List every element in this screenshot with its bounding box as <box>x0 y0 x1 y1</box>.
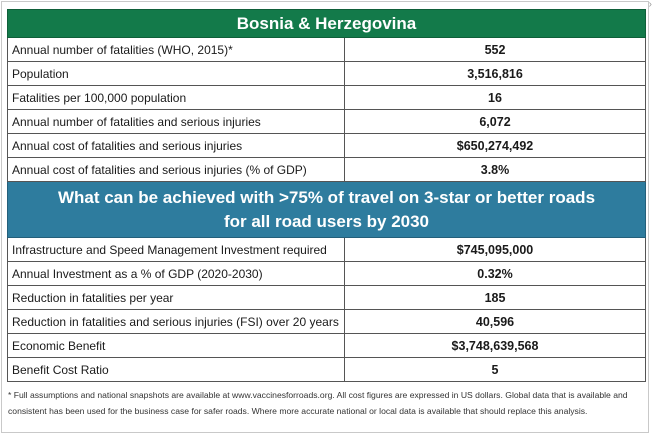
row-label: Infrastructure and Speed Management Investment required <box>8 238 345 262</box>
row-label: Benefit Cost Ratio <box>8 358 345 382</box>
row-label: Annual Investment as a % of GDP (2020-2030) <box>8 262 345 286</box>
row-value: 552 <box>345 38 646 62</box>
row-label: Economic Benefit <box>8 334 345 358</box>
row-value: 0.32% <box>345 262 646 286</box>
corner-chevron-icon: › <box>648 0 652 10</box>
row-value: 3,516,816 <box>345 62 646 86</box>
table-row <box>8 262 646 286</box>
table-row <box>8 158 646 182</box>
table-row <box>8 62 646 86</box>
table-row <box>8 38 646 62</box>
row-value: 185 <box>345 286 646 310</box>
row-value: 6,072 <box>345 110 646 134</box>
table-row <box>8 134 646 158</box>
section-heading-line-2: for all road users by 2030 <box>223 211 430 231</box>
row-label: Fatalities per 100,000 population <box>8 86 345 110</box>
row-value: 5 <box>345 358 646 382</box>
row-label: Annual cost of fatalities and serious injuries (% of GDP) <box>8 158 345 182</box>
row-label: Population <box>8 62 345 86</box>
row-label: Annual number of fatalities and serious injuries <box>8 110 345 134</box>
table-title: Bosnia & Herzegovina <box>8 10 646 38</box>
section-heading-line-1: What can be achieved with >75% of travel on 3-star or better roads <box>57 187 596 207</box>
row-value: $745,095,000 <box>345 238 646 262</box>
row-value: $3,748,639,568 <box>345 334 646 358</box>
country-statistics-table <box>7 9 646 382</box>
row-label: Annual number of fatalities (WHO, 2015)* <box>8 38 345 62</box>
row-label: Reduction in fatalities and serious injuries (FSI) over 20 years <box>8 310 345 334</box>
row-value: 40,596 <box>345 310 646 334</box>
row-value: 3.8% <box>345 158 646 182</box>
table-row <box>8 334 646 358</box>
table-row <box>8 86 646 110</box>
table-row <box>8 110 646 134</box>
row-label: Reduction in fatalities per year <box>8 286 345 310</box>
table-row <box>8 358 646 382</box>
row-value: 16 <box>345 86 646 110</box>
section-heading <box>8 182 646 238</box>
section-heading-row <box>8 182 646 238</box>
footnote: * Full assumptions and national snapshots are available at www.vaccinesforroads.org. All cost figures are expressed in US dollars. Global data that is available and consistent has been used for the business case for safer roads. Where more accurate national or local data is available that should replace this analysis. <box>8 390 628 416</box>
row-label: Annual cost of fatalities and serious injuries <box>8 134 345 158</box>
row-value: $650,274,492 <box>345 134 646 158</box>
table-row <box>8 238 646 262</box>
table-row <box>8 286 646 310</box>
table-title-row <box>8 10 646 38</box>
table-row <box>8 310 646 334</box>
